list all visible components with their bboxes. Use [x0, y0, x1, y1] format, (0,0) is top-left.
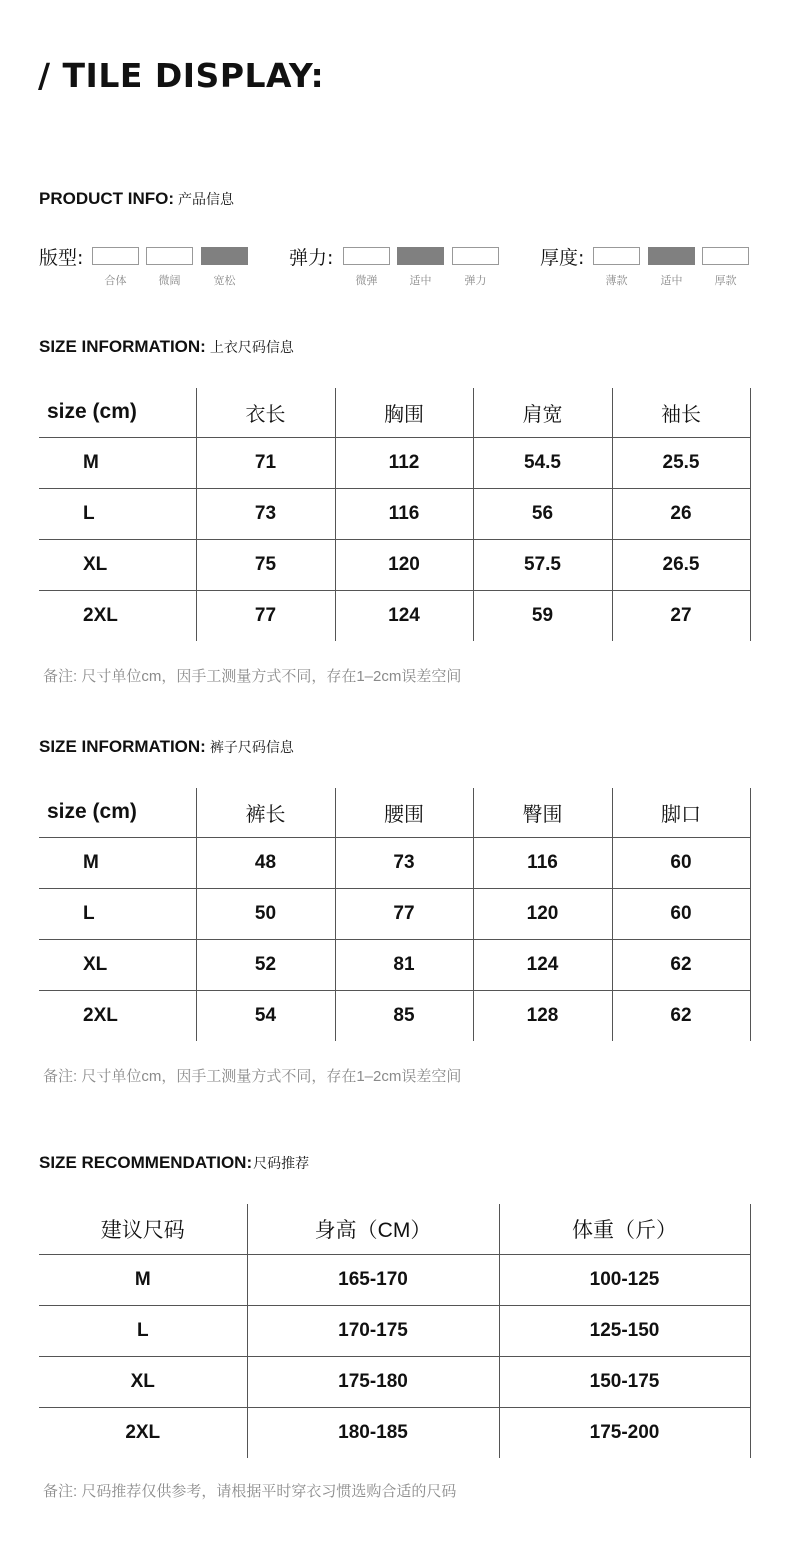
recommendation-col-size: 建议尺码 — [39, 1204, 247, 1254]
size-cell: M — [134, 1268, 151, 1290]
value-cell: 26 — [612, 488, 750, 539]
thickness-label: 厚度: — [540, 247, 585, 269]
pants-size-col-waist: 腰围 — [335, 788, 473, 837]
pants-size-header-row — [39, 788, 750, 837]
value-cell: 60 — [612, 837, 750, 888]
table-row — [39, 1305, 750, 1356]
recommendation-heading-en: SIZE RECOMMENDATION: — [39, 1153, 253, 1172]
fit-option-caption-2: 微阔 — [158, 275, 181, 287]
value-cell: 50 — [196, 888, 335, 939]
value-cell: 128 — [473, 990, 612, 1041]
size-cell: XL — [39, 939, 196, 990]
value-cell: 150-175 — [499, 1356, 750, 1407]
recommendation-heading-cn: 尺码推荐 — [253, 1155, 310, 1171]
product-info-heading-cn: 产品信息 — [178, 191, 235, 207]
recommendation-col-height: 身高（CM） — [247, 1204, 499, 1254]
value-cell: 124 — [335, 590, 473, 641]
elasticity-option-box-1 — [343, 247, 390, 265]
fit-option-box-3-selected — [201, 247, 248, 265]
top-size-table — [39, 388, 751, 641]
recommendation-heading — [39, 1153, 309, 1173]
fit-label: 版型: — [39, 247, 84, 269]
table-row — [39, 888, 750, 939]
table-row — [39, 990, 750, 1041]
pants-size-col-hip: 臀围 — [473, 788, 612, 837]
fit-option-caption-1: 合体 — [104, 275, 127, 287]
thickness-option-box-1 — [593, 247, 640, 265]
pants-size-heading — [39, 737, 294, 757]
thickness-option-caption-3: 厚款 — [714, 275, 737, 287]
value-cell: 125-150 — [499, 1305, 750, 1356]
pants-size-col-size: size (cm) — [39, 788, 196, 837]
pants-size-heading-cn: 裤子尺码信息 — [209, 739, 294, 755]
value-cell: 71 — [196, 437, 335, 488]
value-cell: 116 — [473, 837, 612, 888]
value-cell: 62 — [612, 990, 750, 1041]
pants-size-col-length: 裤长 — [196, 788, 335, 837]
value-cell: 85 — [335, 990, 473, 1041]
value-cell: 75 — [196, 539, 335, 590]
value-cell: 26.5 — [612, 539, 750, 590]
value-cell: 25.5 — [612, 437, 750, 488]
value-cell: 62 — [612, 939, 750, 990]
value-cell: 100-125 — [499, 1254, 750, 1305]
pants-size-col-hem: 脚口 — [612, 788, 750, 837]
pants-size-table — [39, 788, 751, 1041]
table-row — [39, 1407, 750, 1458]
table-row — [39, 590, 750, 641]
table-row — [39, 437, 750, 488]
top-size-col-shoulder: 肩宽 — [473, 388, 612, 437]
thickness-option-box-3 — [702, 247, 749, 265]
value-cell: 48 — [196, 837, 335, 888]
fit-option-box-2 — [146, 247, 193, 265]
size-cell: M — [83, 451, 99, 473]
size-cell: XL — [39, 1356, 247, 1407]
value-cell: 175-180 — [247, 1356, 499, 1407]
top-size-heading-cn: 上衣尺码信息 — [209, 339, 294, 355]
top-size-col-size: size (cm) — [39, 388, 196, 437]
elasticity-option-caption-1: 微弹 — [355, 275, 378, 287]
size-cell: L — [39, 888, 196, 939]
recommendation-header-row — [39, 1204, 750, 1254]
elasticity-option-caption-2: 适中 — [409, 275, 432, 287]
table-row — [39, 539, 750, 590]
value-cell: 112 — [335, 437, 473, 488]
table-row — [39, 488, 750, 539]
size-cell: 2XL — [39, 590, 196, 641]
top-size-col-chest: 胸围 — [335, 388, 473, 437]
size-cell: M — [83, 851, 99, 873]
fit-option-caption-3: 宽松 — [213, 275, 236, 287]
value-cell: 81 — [335, 939, 473, 990]
top-size-col-length: 衣长 — [196, 388, 335, 437]
value-cell: 170-175 — [247, 1305, 499, 1356]
value-cell: 57.5 — [473, 539, 612, 590]
pants-size-heading-en: SIZE INFORMATION: — [39, 737, 206, 756]
value-cell: 116 — [335, 488, 473, 539]
size-cell: L — [39, 1305, 247, 1356]
top-size-header-row — [39, 388, 750, 437]
value-cell: 27 — [612, 590, 750, 641]
table-row — [39, 837, 750, 888]
value-cell: 77 — [335, 888, 473, 939]
size-cell: L — [39, 488, 196, 539]
value-cell: 73 — [196, 488, 335, 539]
table-row — [39, 939, 750, 990]
table-row — [39, 1356, 750, 1407]
table-row — [39, 1254, 750, 1305]
top-size-heading-en: SIZE INFORMATION: — [39, 337, 206, 356]
value-cell: 165-170 — [247, 1254, 499, 1305]
value-cell: 124 — [473, 939, 612, 990]
value-cell: 73 — [335, 837, 473, 888]
value-cell: 175-200 — [499, 1407, 750, 1458]
thickness-option-caption-2: 适中 — [660, 275, 683, 287]
value-cell: 59 — [473, 590, 612, 641]
recommendation-note: 备注: 尺码推荐仅供参考，请根据平时穿衣习惯选购合适的尺码 — [43, 1483, 457, 1500]
recommendation-col-weight: 体重（斤） — [499, 1204, 750, 1254]
thickness-option-caption-1: 薄款 — [605, 275, 628, 287]
fit-option-box-1 — [92, 247, 139, 265]
value-cell: 52 — [196, 939, 335, 990]
elasticity-label: 弹力: — [289, 247, 334, 269]
value-cell: 54 — [196, 990, 335, 1041]
value-cell: 120 — [473, 888, 612, 939]
elasticity-option-caption-3: 弹力 — [464, 275, 487, 287]
size-cell: XL — [39, 539, 196, 590]
value-cell: 180-185 — [247, 1407, 499, 1458]
product-info-heading — [39, 189, 234, 209]
value-cell: 56 — [473, 488, 612, 539]
size-cell: 2XL — [39, 1407, 247, 1458]
top-size-col-sleeve: 袖长 — [612, 388, 750, 437]
elasticity-option-box-2-selected — [397, 247, 444, 265]
value-cell: 54.5 — [473, 437, 612, 488]
page-title: / TILE DISPLAY: — [38, 56, 325, 95]
top-size-heading — [39, 337, 294, 357]
value-cell: 77 — [196, 590, 335, 641]
size-cell: 2XL — [39, 990, 196, 1041]
thickness-option-box-2-selected — [648, 247, 695, 265]
elasticity-option-box-3 — [452, 247, 499, 265]
value-cell: 60 — [612, 888, 750, 939]
top-size-note: 备注: 尺寸单位cm，因手工测量方式不同，存在1–2cm误差空间 — [43, 668, 462, 685]
product-info-heading-en: PRODUCT INFO: — [39, 189, 175, 208]
pants-size-note: 备注: 尺寸单位cm，因手工测量方式不同，存在1–2cm误差空间 — [43, 1068, 462, 1085]
recommendation-table — [39, 1204, 751, 1458]
value-cell: 120 — [335, 539, 473, 590]
